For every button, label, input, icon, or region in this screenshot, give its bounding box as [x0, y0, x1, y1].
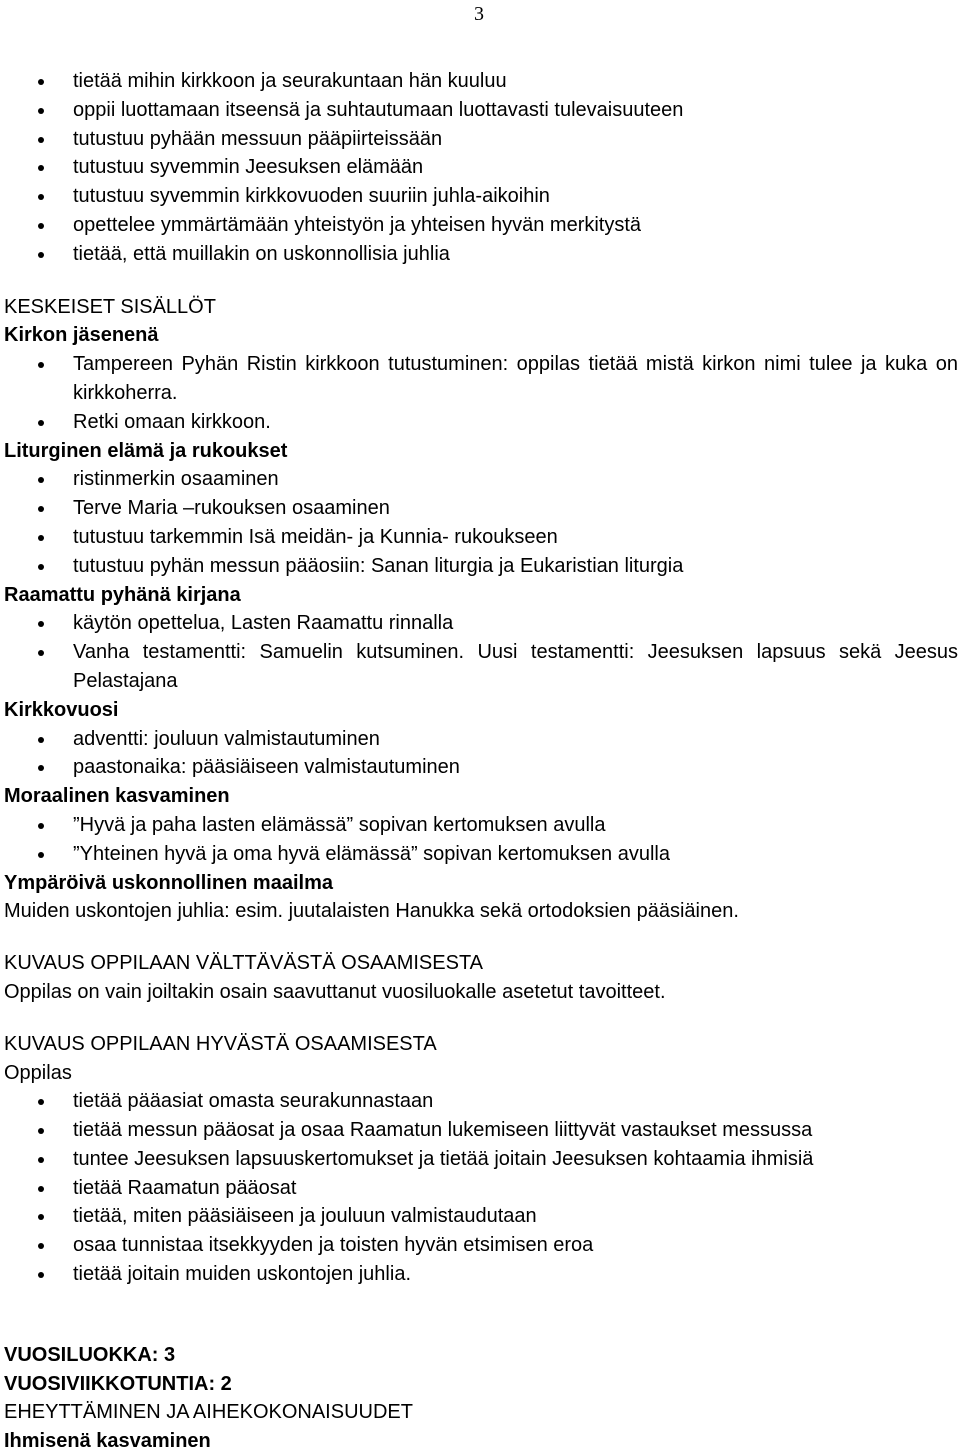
raamattu-list: [4, 609, 958, 695]
section-title-raamattu: Raamattu pyhänä kirjana: [4, 583, 241, 606]
list-item: opettelee ymmärtämään yhteistyön ja yhteisen hyvän merkitystä: [4, 211, 958, 240]
keskeiset-heading: KESKEISET SISÄLLÖT: [4, 295, 216, 318]
list-item: Retki omaan kirkkoon.: [4, 408, 958, 437]
hyva-heading: KUVAUS OPPILAAN HYVÄSTÄ OSAAMISESTA: [4, 1032, 437, 1055]
intro-goals-list: [4, 67, 958, 269]
list-item: Tampereen Pyhän Ristin kirkkoon tutustuminen: oppilas tietää mistä kirkon nimi tulee ja kuka on kirkkoherra.: [4, 350, 958, 408]
ihmisena-kasvaminen-title: Ihmisenä kasvaminen: [4, 1430, 211, 1453]
list-item: tuntee Jeesuksen lapsuuskertomukset ja tietää joitain Jeesuksen kohtaamia ihmisiä: [4, 1145, 958, 1174]
list-item: tietää joitain muiden uskontojen juhlia.: [4, 1260, 958, 1289]
vuosiluokka-label: VUOSILUOKKA: 3: [4, 1343, 176, 1366]
list-item: Terve Maria –rukouksen osaaminen: [4, 494, 958, 523]
list-item: adventti: jouluun valmistautuminen: [4, 725, 958, 754]
list-item: Vanha testamentti: Samuelin kutsuminen. Uusi testamentti: Jeesuksen lapsuus sekä Jeesus Pelastajana: [4, 638, 958, 696]
list-item: tietää messun pääosat ja osaa Raamatun lukemiseen liittyvät vastaukset messussa: [4, 1116, 958, 1145]
list-item: tutustuu syvemmin kirkkovuoden suuriin juhla-aikoihin: [4, 182, 958, 211]
list-item: ”Hyvä ja paha lasten elämässä” sopivan kertomuksen avulla: [4, 811, 958, 840]
list-item: paastonaika: pääsiäiseen valmistautuminen: [4, 753, 958, 782]
eheyttaminen-heading: EHEYTTÄMINEN JA AIHEKOKONAISUUDET: [4, 1401, 413, 1424]
valttava-heading: KUVAUS OPPILAAN VÄLTTÄVÄSTÄ OSAAMISESTA: [4, 952, 484, 975]
list-item: tutustuu tarkemmin Isä meidän- ja Kunnia- rukoukseen: [4, 523, 958, 552]
vuosiviikkotuntia-label: VUOSIVIIKKOTUNTIA: 2: [4, 1372, 232, 1395]
list-item: tietää mihin kirkkoon ja seurakuntaan hän kuuluu: [4, 67, 958, 96]
list-item: tutustuu pyhän messun pääosiin: Sanan liturgia ja Eukaristian liturgia: [4, 552, 958, 581]
hyva-list: [4, 1087, 958, 1289]
list-item: tietää, että muillakin on uskonnollisia juhlia: [4, 240, 958, 269]
list-item: ristinmerkin osaaminen: [4, 465, 958, 494]
section-title-kirkon-jasenena: Kirkon jäsenenä: [4, 324, 159, 347]
hyva-intro: Oppilas: [4, 1061, 72, 1084]
kirkon-jasenena-list: [4, 350, 958, 436]
section-title-ymparoiva: Ympäröivä uskonnollinen maailma: [4, 871, 333, 894]
section-title-liturginen: Liturginen elämä ja rukoukset: [4, 439, 288, 462]
list-item: tietää pääasiat omasta seurakunnastaan: [4, 1087, 958, 1116]
list-item: käytön opettelua, Lasten Raamattu rinnalla: [4, 609, 958, 638]
document-body: [4, 67, 958, 1456]
list-item: tietää Raamatun pääosat: [4, 1174, 958, 1203]
section-title-kirkkovuosi: Kirkkovuosi: [4, 698, 119, 721]
page-number: 3: [474, 3, 484, 25]
ymparoiva-text: Muiden uskontojen juhlia: esim. juutalaisten Hanukka sekä ortodoksien pääsiäinen.: [4, 900, 739, 923]
list-item: ”Yhteinen hyvä ja oma hyvä elämässä” sopivan kertomuksen avulla: [4, 840, 958, 869]
list-item: tutustuu pyhään messuun pääpiirteissään: [4, 125, 958, 154]
list-item: oppii luottamaan itseensä ja suhtautumaan luottavasti tulevaisuuteen: [4, 96, 958, 125]
list-item: tietää, miten pääsiäiseen ja jouluun valmistaudutaan: [4, 1202, 958, 1231]
list-item: tutustuu syvemmin Jeesuksen elämään: [4, 153, 958, 182]
liturginen-list: [4, 465, 958, 580]
kirkkovuosi-list: [4, 725, 958, 783]
moraalinen-list: [4, 811, 958, 869]
list-item: osaa tunnistaa itsekkyyden ja toisten hyvän etsimisen eroa: [4, 1231, 958, 1260]
valttava-text: Oppilas on vain joiltakin osain saavuttanut vuosiluokalle asetetut tavoitteet.: [4, 980, 666, 1003]
section-title-moraalinen: Moraalinen kasvaminen: [4, 785, 230, 808]
